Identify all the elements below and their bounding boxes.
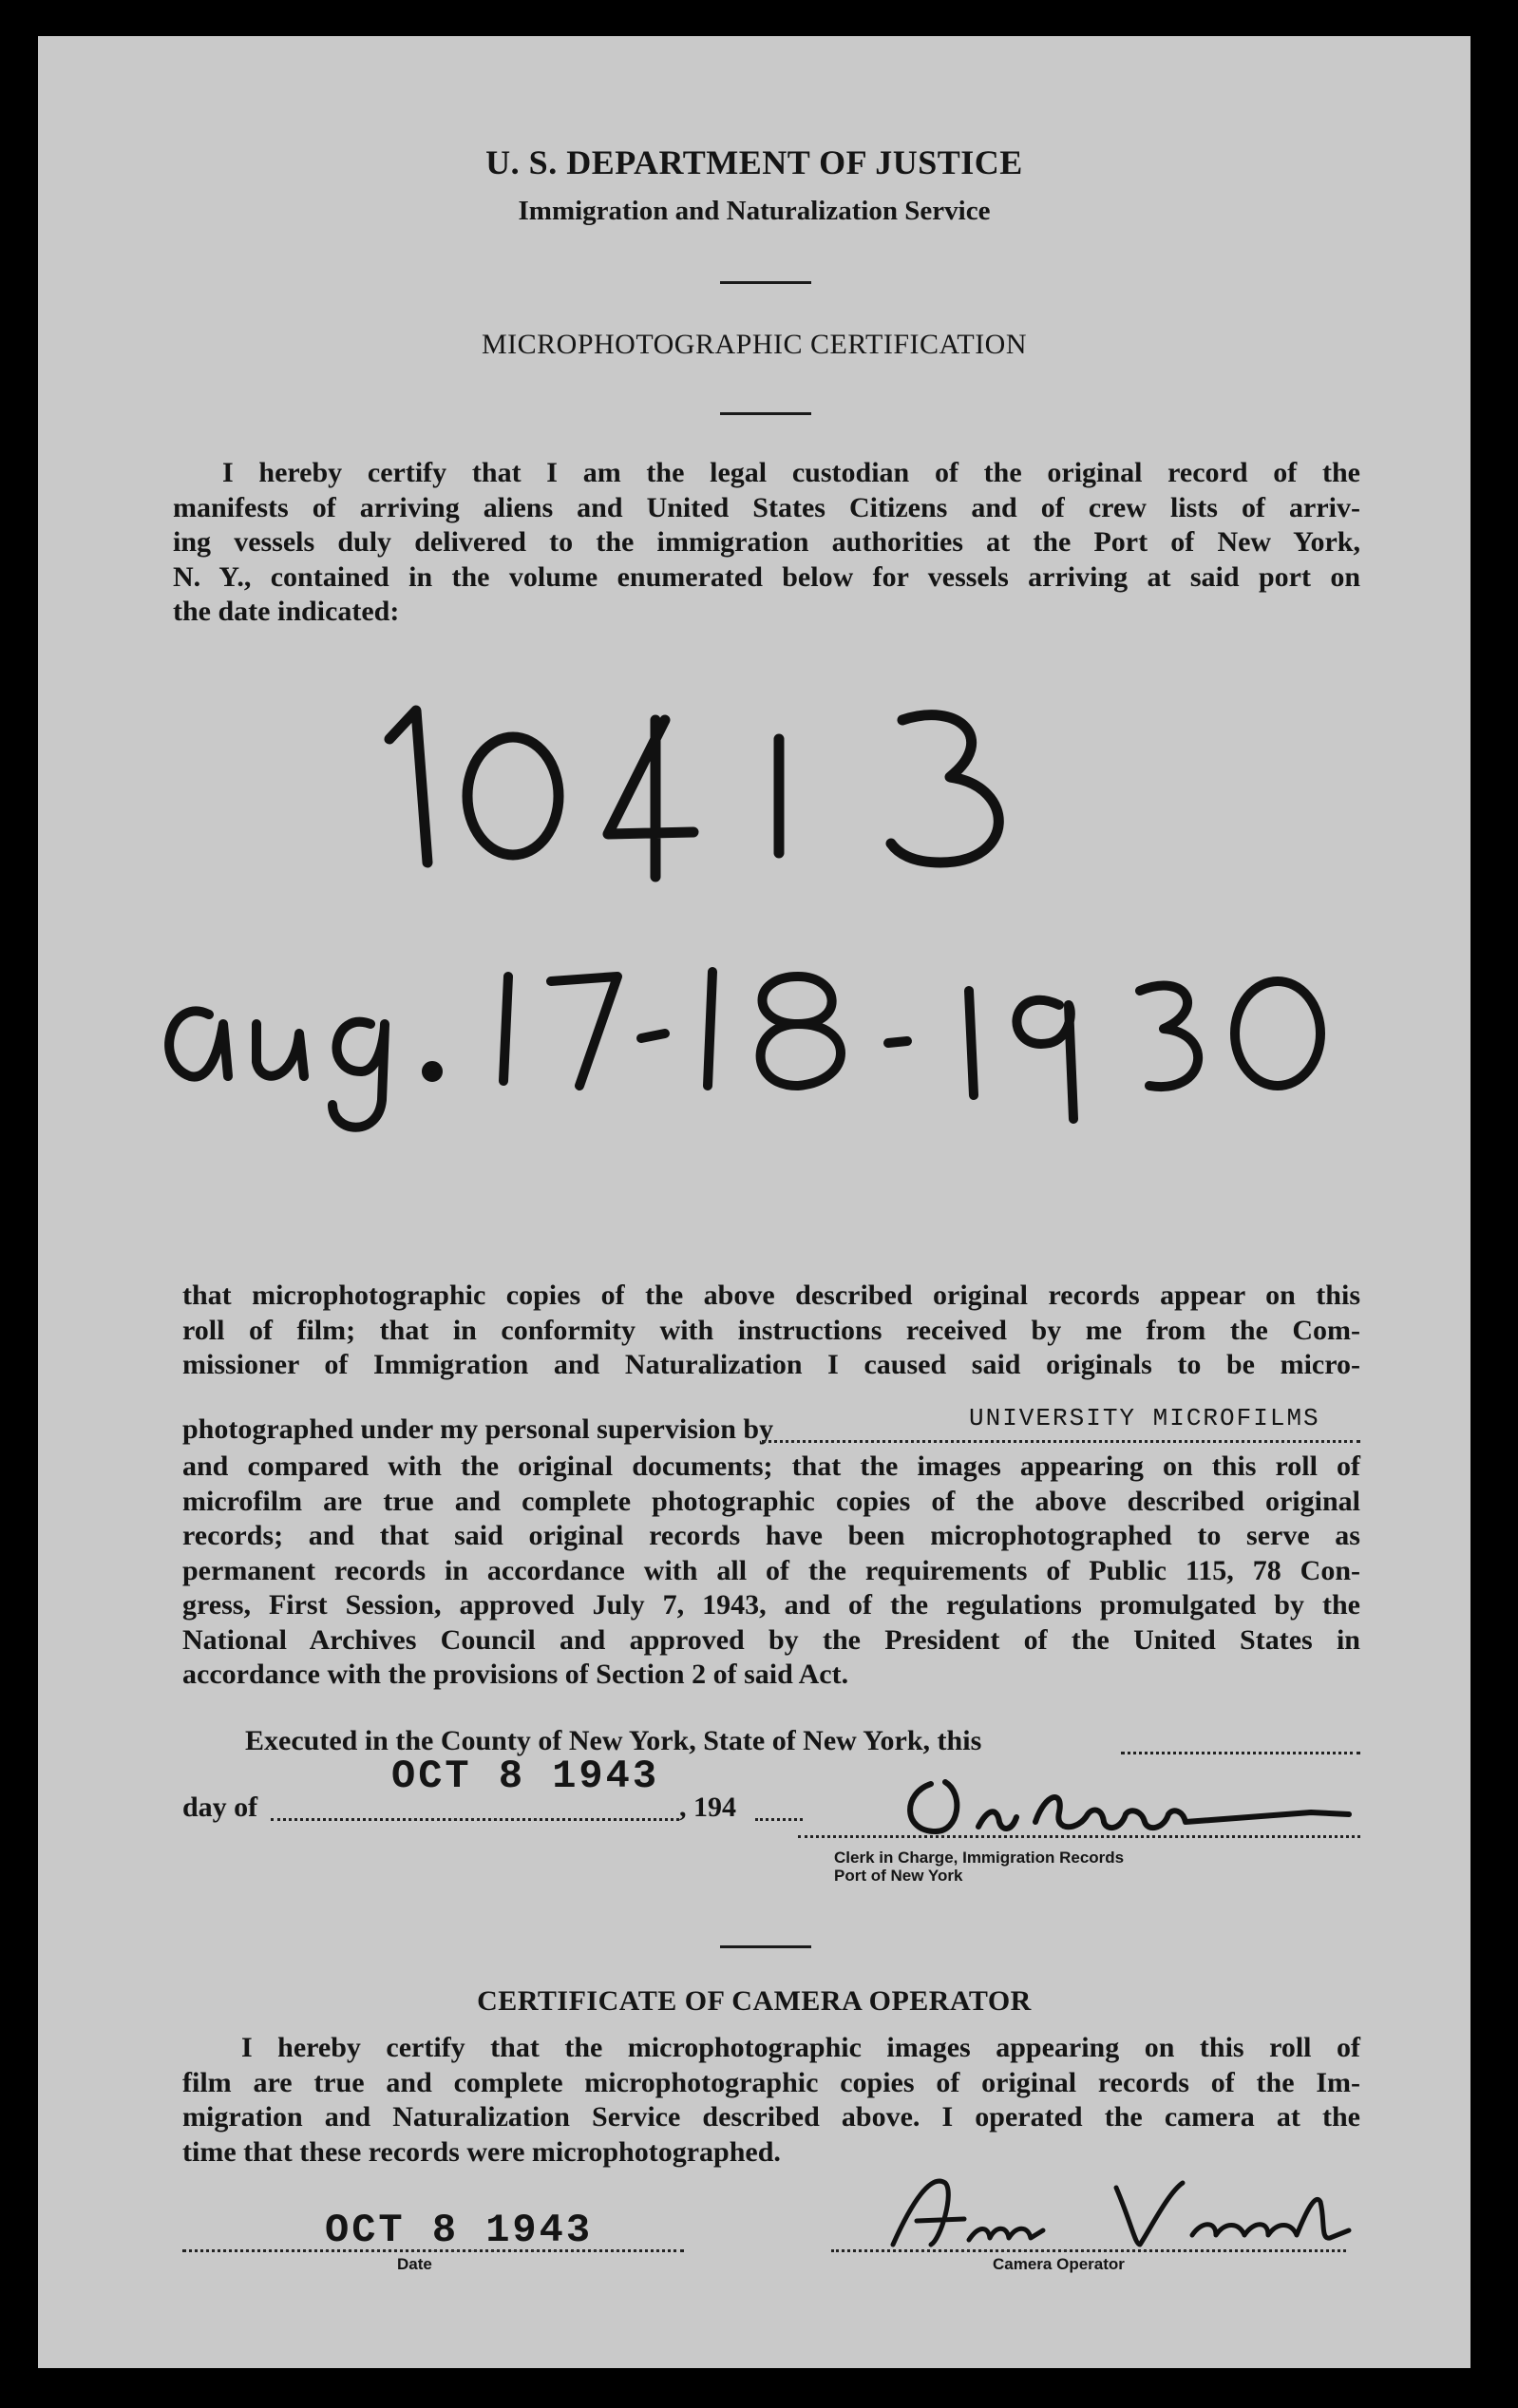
intro-line: the date indicated: bbox=[173, 596, 400, 627]
clerk-title-line1: Clerk in Charge, Immigration Records bbox=[834, 1849, 1125, 1867]
section-divider bbox=[720, 1945, 811, 1948]
body-line: records; and that said original records have been microphotographed to serve as bbox=[182, 1520, 1360, 1551]
intro-line: N. Y., contained in the volume enumerated below for vessels arriving at said port on bbox=[173, 560, 1360, 593]
camera-certificate-paragraph bbox=[182, 2031, 1360, 2170]
clerk-signature-line bbox=[798, 1835, 1360, 1838]
camera-date-label: Date bbox=[397, 2255, 432, 2273]
camera-operator-label: Camera Operator bbox=[993, 2255, 1125, 2273]
intro-paragraph bbox=[173, 456, 1360, 630]
intro-line: I hereby certify that I am the legal custodian of the original record of the bbox=[222, 457, 1360, 488]
intro-line: manifests of arriving aliens and United States Citizens and of crew lists of arriv- bbox=[173, 491, 1360, 523]
body-line: permanent records in accordance with all of the requirements of Public 115, 78 Con- bbox=[182, 1554, 1360, 1586]
body-line: gress, First Session, approved July 7, 1943, and of the regulations promulgated by the bbox=[182, 1589, 1360, 1621]
executed-text: Executed in the County of New York, State of New York, this bbox=[245, 1725, 982, 1756]
executed-dotted-line bbox=[1121, 1752, 1360, 1754]
header-divider-1 bbox=[720, 281, 811, 284]
camera-line: I hereby certify that the microphotographic images appearing on this roll of bbox=[241, 2032, 1360, 2063]
service-subheading: Immigration and Naturalization Service bbox=[518, 196, 991, 226]
certificate-page bbox=[38, 36, 1471, 2368]
day-of-label: day of bbox=[182, 1792, 258, 1823]
body-line: National Archives Council and approved by the President of the United States in bbox=[182, 1623, 1360, 1656]
body-line: missioner of Immigration and Naturalization I caused said originals to be micro- bbox=[182, 1349, 1360, 1380]
body-line: roll of film; that in conformity with instructions received by me from the Com- bbox=[182, 1314, 1360, 1346]
year-suffix: , 194 bbox=[679, 1792, 736, 1823]
execution-date-stamp: OCT 8 1943 bbox=[391, 1754, 660, 1799]
camera-date-stamp: OCT 8 1943 bbox=[325, 2208, 594, 2253]
handwritten-volume-number bbox=[370, 682, 1092, 882]
intro-line: ing vessels duly delivered to the immigration authorities at the Port of New York, bbox=[173, 526, 1360, 558]
camera-operator-signature bbox=[874, 2164, 1368, 2259]
clerk-signature bbox=[893, 1755, 1368, 1860]
form-title: MICROPHOTOGRAPHIC CERTIFICATION bbox=[481, 329, 1028, 360]
supervision-value: UNIVERSITY MICROFILMS bbox=[969, 1404, 1320, 1432]
department-heading: U. S. DEPARTMENT OF JUSTICE bbox=[485, 143, 1023, 181]
supervision-prefix: photographed under my personal supervision by bbox=[182, 1413, 774, 1445]
year-dotted-line bbox=[755, 1818, 803, 1821]
camera-line: film are true and complete microphotographic copies of original records of the Im- bbox=[182, 2066, 1360, 2098]
body-paragraph-bottom bbox=[182, 1450, 1360, 1693]
clerk-title-line2: Port of New York bbox=[834, 1867, 963, 1885]
camera-date-dotted-line bbox=[182, 2249, 684, 2252]
body-line: microfilm are true and complete photographic copies of the above described original bbox=[182, 1485, 1360, 1517]
camera-certificate-title: CERTIFICATE OF CAMERA OPERATOR bbox=[477, 1985, 1032, 2017]
camera-line: migration and Naturalization Service described above. I operated the camera at the bbox=[182, 2101, 1360, 2133]
camera-operator-signature-line bbox=[831, 2249, 1346, 2252]
day-of-dotted-line bbox=[271, 1818, 679, 1821]
camera-line: time that these records were microphotographed. bbox=[182, 2135, 781, 2168]
body-line: that microphotographic copies of the above described original records appear on this bbox=[182, 1280, 1360, 1311]
handwritten-volume-date bbox=[133, 891, 1368, 1138]
supervision-dotted-line bbox=[762, 1440, 1360, 1443]
body-line: and compared with the original documents; that the images appearing on this roll of bbox=[182, 1450, 1360, 1482]
body-paragraph-top bbox=[182, 1279, 1360, 1383]
header-divider-2 bbox=[720, 412, 811, 415]
body-line: accordance with the provisions of Section 2 of said Act. bbox=[182, 1659, 849, 1690]
